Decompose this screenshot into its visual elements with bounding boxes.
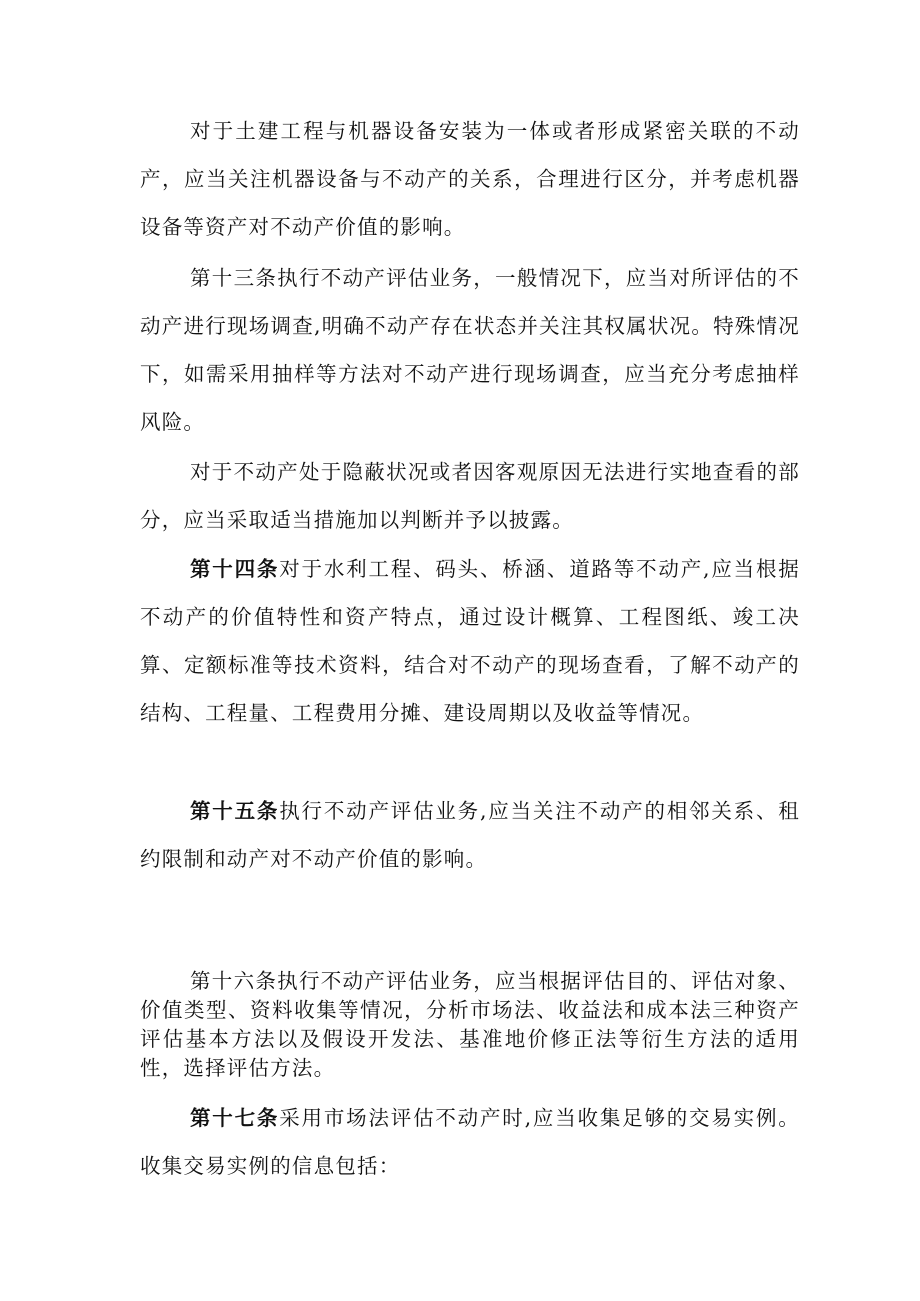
paragraph-article-14 — [140, 545, 800, 737]
paragraph-text: 采用市场法评估不动产时,应当收集足够的交易实例。收集交易实例的信息包括： — [140, 1106, 800, 1178]
paragraph-article-13 — [140, 254, 800, 446]
paragraph-text: 对于土建工程与机器设备安装为一体或者形成紧密关联的不动产，应当关注机器设备与不动产的关系，合理进行区分，并考虑机器设备等资产对不动产价值的影响。 — [140, 119, 800, 239]
paragraph-text: 第十三条执行不动产评估业务，一般情况下，应当对所评估的不动产进行现场调查,明确不动产存在状态并关注其权属状况。特殊情况下，如需采用抽样等方法对不动产进行现场调查，应当充分考虑抽样风险。 — [140, 266, 800, 434]
paragraph-article-17 — [140, 1094, 800, 1190]
paragraph-text: 对于不动产处于隐蔽状况或者因客观原因无法进行实地查看的部分，应当采取适当措施加以判断并予以披露。 — [140, 460, 800, 532]
article-label: 第十五条 — [190, 799, 280, 823]
paragraph-hidden-parts — [140, 448, 800, 544]
paragraph-text: 第十六条执行不动产评估业务，应当根据评估目的、评估对象、价值类型、资料收集等情况，分析市场法、收益法和成本法三种资产评估基本方法以及假设开发法、基准地价修正法等衍生方法的适用性，选择评估方法。 — [140, 969, 800, 1080]
paragraph-text: 执行不动产评估业务,应当关注不动产的相邻关系、租约限制和动产对不动产价值的影响。 — [140, 799, 800, 871]
paragraph-text: 对于水利工程、码头、桥涵、道路等不动产,应当根据不动产的价值特性和资产特点，通过设计概算、工程图纸、竣工决算、定额标准等技术资料，结合对不动产的现场查看，了解不动产的结构、工程量、工程费用分摊、建设周期以及收益等情况。 — [140, 557, 800, 725]
paragraph-machinery-equipment — [140, 107, 800, 251]
article-label: 第十四条 — [190, 557, 280, 581]
paragraph-article-16 — [140, 967, 800, 1083]
article-label: 第十七条 — [190, 1106, 280, 1130]
paragraph-article-15 — [140, 787, 800, 883]
